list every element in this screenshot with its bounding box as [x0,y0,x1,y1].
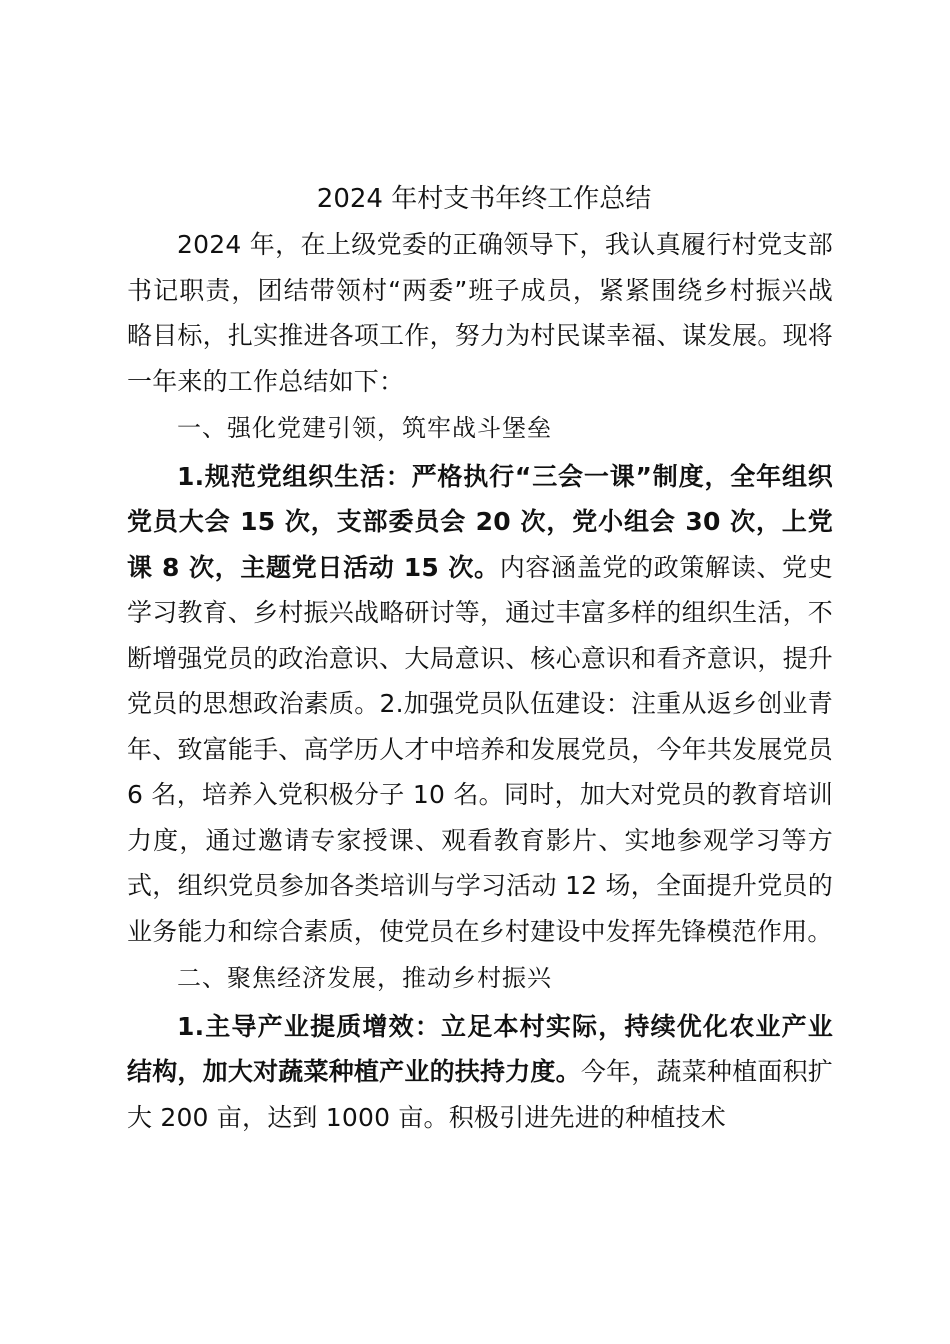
section-1-paragraph [127,454,833,955]
intro-paragraph: 2024 年，在上级党委的正确领导下，我认真履行村党支部书记职责，团结带领村“两委”班子成员，紧紧围绕乡村振兴战略目标，扎实推进各项工作，努力为村民谋幸福、谋发展。现将一年来的工作总结如下： [127,230,833,396]
section-1-heading: 一、强化党建引领，筑牢战斗堡垒 [177,414,552,442]
section-1-body: 内容涵盖党的政策解读、党史学习教育、乡村振兴战略研讨等，通过丰富多样的组织生活，不断增强党员的政治意识、大局意识、核心意识和看齐意识，提升党员的思想政治素质。2.加强党员队伍建设：注重从返乡创业青年、致富能手、高学历人才中培养和发展党员，今年共发展党员 6 名，培养入党积极分子 10 名。同时，加大对党员的教育培训力度，通过邀请专家授课、观看教育影片、实地参观学习等方式，组织党员参加各类培训与学习活动 12 场，全面提升党员的业务能力和综合素质，使党员在乡村建设中发挥先锋模范作用。 [127,552,833,946]
document-page [127,176,833,1140]
section-2-bold-lead: 1.主导产业提质增效：立足本村实际，持续优化农业产业结构，加大对蔬菜种植产业的扶持力度。 [127,1011,833,1086]
section-1-bold-lead: 1.规范党组织生活：严格执行“三会一课”制度，全年组织党员大会 15 次，支部委员会 20 次，党小组会 30 次，上党课 8 次，主题党日活动 15 次。 [127,461,833,582]
section-2-heading: 二、聚焦经济发展，推动乡村振兴 [177,964,552,992]
section-2-body: 今年，蔬菜种植面积扩大 200 亩，达到 1000 亩。积极引进先进的种植技术 [127,1057,833,1132]
section-2-paragraph [127,1004,833,1141]
document-title: 2024 年村支书年终工作总结 [316,184,652,214]
